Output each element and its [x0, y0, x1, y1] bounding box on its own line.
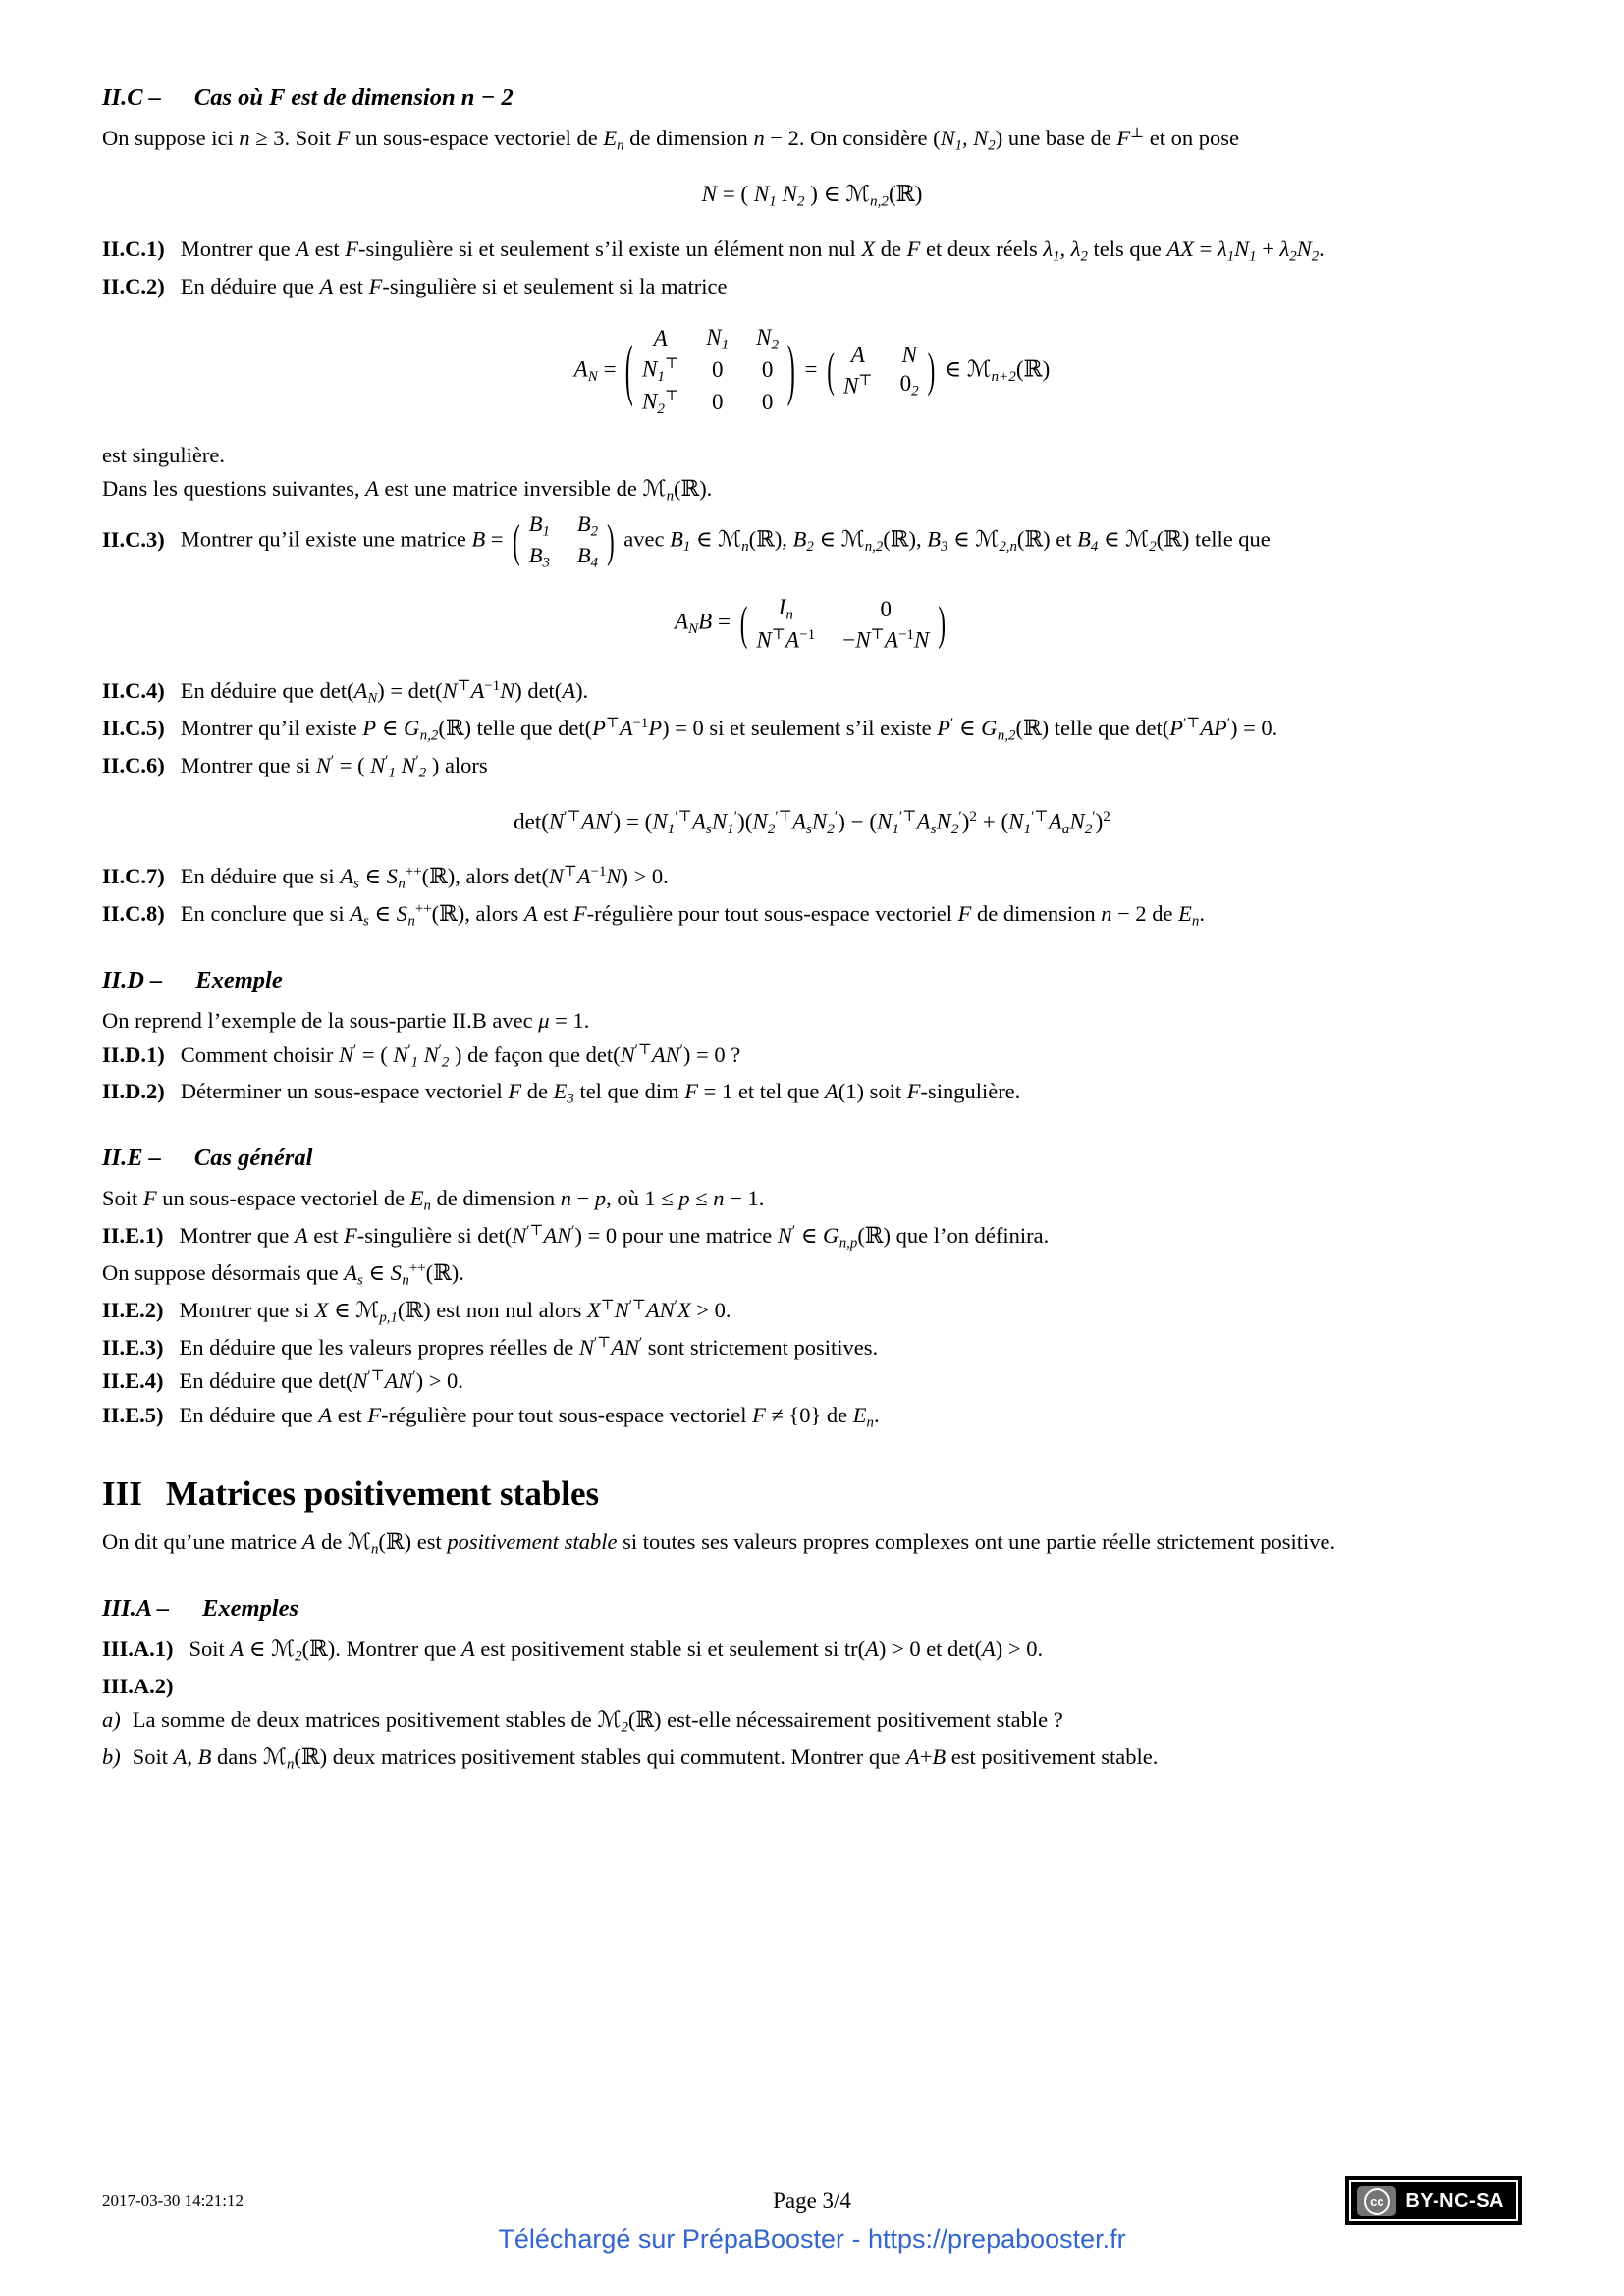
question: II.E.3) En déduire que les valeurs propres réelles de N′⊤AN′ sont strictement positives.: [102, 1334, 879, 1360]
question-label: II.C.6): [102, 752, 165, 777]
matrix-right-paren: ): [786, 332, 795, 407]
equation: $\det(N^{'⊤}AN') = (N1^{'⊤}AsN1')(N2^{'⊤}AsN2') - (N1^{'⊤}AsN2')^2 + (N1^{'⊤}AaN2')^2$: [514, 807, 1110, 837]
question: b) Soit A, B dans ℳn(ℝ) deux matrices positivement stables qui commutent. Montrer que A+B est positivement stable.: [102, 1743, 1159, 1773]
question-label: II.E.2): [102, 1298, 164, 1323]
paragraph: Soit F un sous-espace vectoriel de En de dimension n − p, où 1 ≤ p ≤ n − 1.: [102, 1186, 765, 1214]
question: II.E.1) Montrer que A est F-singulière si det(N′⊤AN′) = 0 pour une matrice N′ ∈ Gn,p(ℝ) que l’on définira.: [102, 1223, 1050, 1252]
cc-license-badge-inner: [1349, 2180, 1518, 2221]
matrix: ( In 0 $N^⊤A^{-1}$ $-N^⊤A^{-1}N$ ): [740, 595, 946, 653]
question-label: II.C.3): [102, 526, 165, 552]
question: II.E.2) Montrer que si X ∈ ℳp,1(ℝ) est non nul alors X⊤N′⊤AN′X > 0.: [102, 1297, 731, 1326]
question: II.C.2) En déduire que A est F-singulière si et seulement si la matrice: [102, 274, 728, 299]
heading-title: Matrices positivement stables: [165, 1473, 600, 1513]
heading-label: III.A –: [102, 1594, 170, 1622]
paragraph: On dit qu’une matrice A de ℳn(ℝ) est positivement stable si toutes ses valeurs propres complexes ont une partie réelle strictement positive.: [102, 1528, 1336, 1558]
subsection-heading: [102, 1145, 1522, 1172]
matrix-right-paren: ): [938, 597, 947, 650]
question-label: a): [102, 1706, 121, 1732]
question-label: II.D.1): [102, 1041, 165, 1067]
question-label: II.E.5): [102, 1402, 164, 1427]
question-label: II.C.5): [102, 715, 165, 740]
paragraph: On suppose ici n ≥ 3. Soit F un sous-espace vectoriel de En de dimension n − 2. On considère (N1, N2) une base de F⊥ et on pose: [102, 125, 1239, 154]
heading-title: Exemple: [195, 967, 283, 994]
question: II.C.3) Montrer qu’il existe une matrice B = ( B1 B2 B3 B4 ) avec B1 ∈ ℳn(ℝ), B2 ∈ ℳn,2(ℝ), B3 ∈ ℳ2,n(ℝ) et B4 ∈ ℳ2(ℝ) telle que: [102, 511, 1271, 571]
question-label: II.E.3): [102, 1334, 164, 1360]
matrix-left-paren: (: [827, 344, 835, 397]
question: III.A.1) Soit A ∈ ℳ2(ℝ). Montrer que A est positivement stable si et seulement si tr(A) > 0 et det(A) > 0.: [102, 1635, 1044, 1665]
paragraph: On reprend l’exemple de la sous-partie II.B avec μ = 1.: [102, 1008, 590, 1034]
heading-label: II.D –: [102, 967, 163, 994]
document-content: [102, 84, 1522, 1775]
matrix-right-paren: ): [607, 515, 615, 567]
heading-label: II.C –: [102, 84, 161, 111]
question-label: II.E.1): [102, 1223, 164, 1249]
question-label: II.C.4): [102, 678, 165, 704]
heading-title: Cas où F est de dimension n − 2: [193, 84, 514, 111]
cc-license-badge: [1345, 2176, 1522, 2225]
question-label: II.C.8): [102, 901, 165, 927]
footer-timestamp: 2017-03-30 14:21:12: [102, 2191, 244, 2210]
question: II.C.7) En déduire que si As ∈ Sn++(ℝ), alors $\det(N^⊤A^{-1}N) > 0$.: [102, 864, 669, 892]
cc-license-label: BY-NC-SA: [1405, 2189, 1504, 2212]
download-watermark-link[interactable]: Téléchargé sur PrépaBooster - https://prepabooster.fr: [498, 2224, 1126, 2254]
cc-chip: [1357, 2186, 1396, 2216]
matrix-left-paren: (: [739, 597, 748, 650]
paragraph: On suppose désormais que As ∈ Sn++(ℝ).: [102, 1259, 464, 1289]
heading-title: Cas général: [193, 1145, 313, 1172]
subsection-heading: [102, 967, 1522, 994]
question-label: III.A.2): [102, 1673, 174, 1698]
question-label: II.C.7): [102, 864, 165, 889]
matrix-right-paren: ): [927, 344, 936, 397]
matrix: ( A N1 N2 N1⊤ 0 0 N2⊤ 0 0 ): [625, 324, 795, 417]
question: a) La somme de deux matrices positivement stables de ℳ2(ℝ) est-elle nécessairement positivement stable ?: [102, 1706, 1063, 1735]
equation: ANB = ( In 0 $N^⊤A^{-1}$ $-N^⊤A^{-1}N$ ): [102, 595, 1522, 653]
paragraph: est singulière.: [102, 442, 225, 467]
paragraph: Dans les questions suivantes, A est une matrice inversible de ℳn(ℝ).: [102, 476, 713, 505]
question: II.C.5) Montrer qu’il existe P ∈ Gn,2(ℝ) telle que $\det(P^⊤A^{-1}P) = 0$ si et seulement s’il existe P′ ∈ Gn,2(ℝ) telle que det(P′⊤AP′) = 0.: [102, 715, 1278, 744]
matrix: ( B1 B2 B3 B4 ): [513, 511, 615, 571]
question: II.C.1) Montrer que A est F-singulière si et seulement s’il existe un élément non nul X de F et deux réels λ1, λ2 tels que AX = λ1N1 + λ2N2.: [102, 237, 1325, 265]
heading-title: Exemples: [202, 1594, 299, 1622]
cc-icon: cc: [1364, 2188, 1390, 2215]
question: II.E.4) En déduire que det(N′⊤AN′) > 0.: [102, 1368, 463, 1394]
equation: N = ( N1 N2 ) ∈ ℳn,2(ℝ): [701, 181, 923, 210]
heading-label: III: [102, 1473, 142, 1513]
question: II.E.5) En déduire que A est F-régulière pour tout sous-espace vectoriel F ≠ {0} de En.: [102, 1402, 880, 1431]
matrix-left-paren: (: [625, 332, 634, 407]
matrix: ( A N N⊤ 02 ): [827, 343, 935, 399]
question: II.C.8) En conclure que si As ∈ Sn++(ℝ), alors A est F-régulière pour tout sous-espace vectoriel F de dimension n − 2 de En.: [102, 901, 1205, 930]
question-label: b): [102, 1743, 121, 1769]
question: II.C.6) Montrer que si N′ = ( N′1 N′2 ) alors: [102, 752, 488, 781]
footer-page-number: Page 3/4: [773, 2188, 851, 2213]
matrix-left-paren: (: [513, 515, 520, 567]
equation: AN = ( A N1 N2 N1⊤ 0 0 N2⊤ 0 0 ) = ( A N N⊤ 02 ) ∈ ℳn+2(ℝ): [573, 324, 1051, 417]
question: [102, 1672, 1522, 1700]
heading-label: II.E –: [102, 1145, 161, 1172]
question-label: II.E.4): [102, 1368, 164, 1394]
question: II.D.1) Comment choisir N′ = ( N′1 N′2 ) de façon que det(N′⊤AN′) = 0 ?: [102, 1041, 741, 1071]
question: II.C.4) En déduire que $\det(AN) = \det(N^⊤A^{-1}N)$ det(A).: [102, 677, 589, 707]
footer: [102, 2177, 1522, 2224]
question-label: II.C.1): [102, 237, 165, 262]
section-heading: [102, 1474, 1522, 1514]
question-label: II.D.2): [102, 1079, 165, 1104]
question-label: III.A.1): [102, 1635, 174, 1661]
subsection-heading: [102, 1595, 1522, 1623]
subsection-heading: [102, 84, 1522, 112]
question-label: II.C.2): [102, 274, 165, 299]
question: II.D.2) Déterminer un sous-espace vectoriel F de E3 tel que dim F = 1 et tel que A(1) soit F-singulière.: [102, 1079, 1021, 1107]
